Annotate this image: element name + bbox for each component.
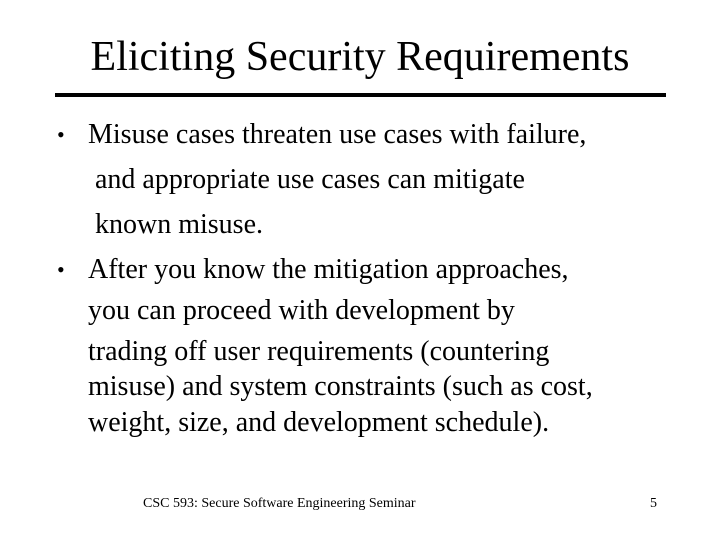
bullet-line: weight, size, and development schedule). xyxy=(88,407,550,438)
page-number: 5 xyxy=(650,496,657,511)
bullet-line: known misuse. xyxy=(95,209,263,240)
bullet-line: trading off user requirements (countering xyxy=(88,336,550,367)
slide-title: Eliciting Security Requirements xyxy=(90,34,630,80)
bullet-line: misuse) and system constraints (such as cost, xyxy=(88,371,593,402)
bullet-marker: • xyxy=(57,122,65,147)
bullet-line: and appropriate use cases can mitigate xyxy=(95,164,525,195)
bullet-line: you can proceed with development by xyxy=(88,295,515,326)
bullet-line: Misuse cases threaten use cases with failure, xyxy=(88,119,587,150)
footer-course-label: CSC 593: Secure Software Engineering Seminar xyxy=(143,496,416,511)
bullet-marker: • xyxy=(57,257,65,282)
bullet-line: After you know the mitigation approaches, xyxy=(88,254,569,285)
